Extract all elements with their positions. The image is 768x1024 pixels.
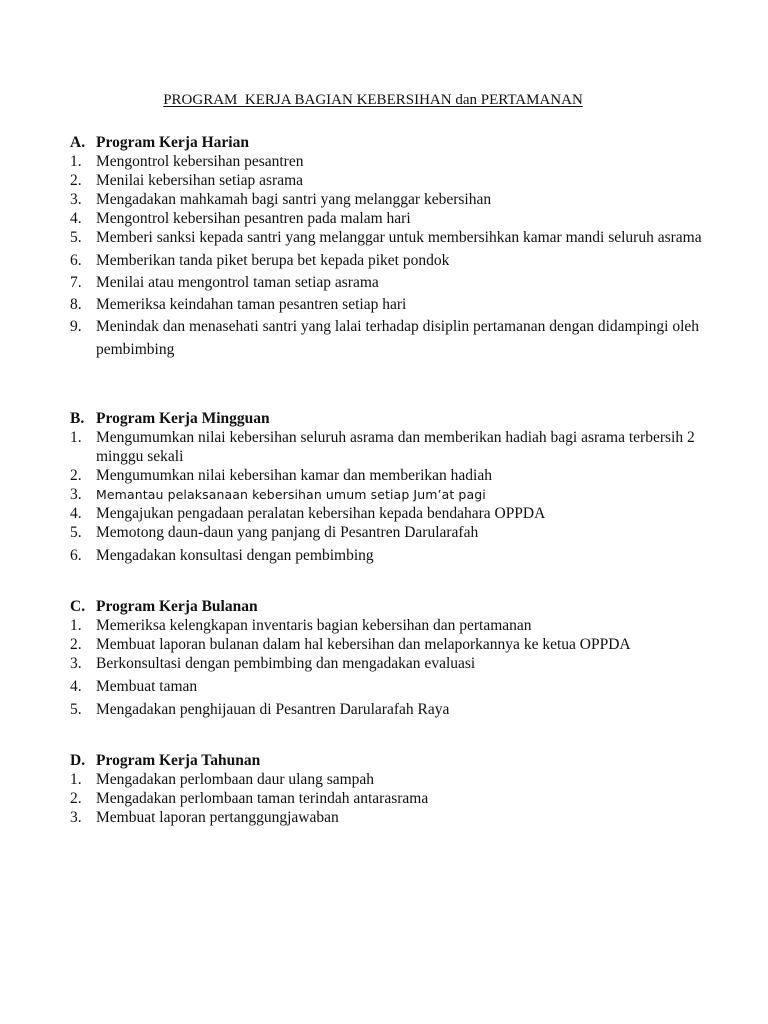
item-text: Menilai atau mengontrol taman setiap asrama [96,274,379,291]
item-number: 5. [70,524,82,541]
list-item [70,654,710,673]
item-text: Mengadakan mahkamah bagi santri yang melanggar kebersihan [96,191,492,208]
item-text: Mengontrol kebersihan pesantren [96,153,304,170]
item-text: Memeriksa keindahan taman pesantren setiap hari [96,296,407,313]
list-item [70,789,710,808]
section-tahunan [70,751,710,827]
item-text: Mengadakan perlombaan taman terindah antarasrama [96,790,429,807]
list-item [70,485,710,504]
item-number: 5. [70,701,82,718]
section-title: Program Kerja Mingguan [96,410,270,427]
item-number: 6. [70,547,82,564]
item-number: 4. [70,505,82,522]
section-bulanan [70,597,710,719]
item-number: 9. [70,318,82,335]
list-item [70,700,710,719]
section-letter: D. [70,752,86,769]
item-text: Mengontrol kebersihan pesantren pada malam hari [96,210,411,227]
list-item [70,770,710,789]
item-text: Mengadakan perlombaan daur ulang sampah [96,771,375,788]
section-harian [70,133,710,361]
item-number: 1. [70,617,82,634]
list-item [70,295,710,314]
item-text: Mengumumkan nilai kebersihan kamar dan memberikan hadiah [96,467,492,484]
item-number: 4. [70,678,82,695]
section-title: Program Kerja Bulanan [96,598,258,615]
section-mingguan [70,409,710,565]
item-text: Mengadakan penghijauan di Pesantren Darularafah Raya [96,701,450,718]
section-heading [70,133,710,152]
list-item [70,428,710,466]
item-number: 2. [70,467,82,484]
section-title: Program Kerja Harian [96,134,249,151]
section-letter: A. [70,134,86,151]
item-text: Membuat laporan pertanggungjawaban [96,809,339,826]
section-title: Program Kerja Tahunan [96,752,261,769]
item-text: Mengajukan pengadaan peralatan kebersihan kepada bendahara OPPDA [96,505,546,522]
list-item [70,228,710,247]
item-number: 3. [70,809,82,826]
item-text: Membuat laporan bulanan dalam hal kebersihan dan melaporkannya ke ketua OPPDA [96,636,631,653]
item-number: 6. [70,252,82,269]
list-item [70,808,710,827]
item-text: Memotong daun-daun yang panjang di Pesantren Darularafah [96,524,479,541]
list-item [70,546,710,565]
item-number: 2. [70,636,82,653]
list-item [70,251,710,270]
item-text: Memberi sanksi kepada santri yang melanggar untuk membersihkan kamar mandi seluruh asrama [96,229,702,246]
item-number: 3. [70,191,82,208]
item-number: 7. [70,274,82,291]
list-item [70,616,710,635]
list-item [70,523,710,542]
section-letter: B. [70,410,85,427]
item-number: 2. [70,172,82,189]
item-text: Menilai kebersihan setiap asrama [96,172,304,189]
item-text: Memantau pelaksanaan kebersihan umum setiap Jum’at pagi [96,487,486,502]
item-number: 3. [70,486,82,503]
item-number: 1. [70,429,82,446]
document-title: PROGRAM KERJA BAGIAN KEBERSIHAN dan PERTAMANAN [163,92,583,108]
item-text: Menindak dan menasehati santri yang lalai terhadap disiplin pertamanan dengan didampingi oleh pembimbing [96,318,700,358]
list-item [70,152,710,171]
item-text: Memeriksa kelengkapan inventaris bagian kebersihan dan pertamanan [96,617,532,634]
list-item [70,504,710,523]
list-item [70,635,710,654]
item-number: 4. [70,210,82,227]
item-number: 3. [70,655,82,672]
list-item [70,209,710,228]
section-heading [70,409,710,428]
list-item [70,171,710,190]
section-letter: C. [70,598,86,615]
section-heading [70,597,710,616]
item-text: Mengumumkan nilai kebersihan seluruh asrama dan memberikan hadiah bagi asrama terbersih 2 minggu sekali [96,429,695,465]
item-number: 1. [70,153,82,170]
item-text: Memberikan tanda piket berupa bet kepada piket pondok [96,252,450,269]
list-item [70,466,710,485]
section-heading [70,751,710,770]
item-number: 2. [70,790,82,807]
item-number: 5. [70,229,82,246]
item-number: 1. [70,771,82,788]
list-item [70,677,710,696]
list-item [70,315,710,361]
list-item [70,190,710,209]
list-item [70,273,710,292]
item-text: Berkonsultasi dengan pembimbing dan mengadakan evaluasi [96,655,476,672]
item-text: Mengadakan konsultasi dengan pembimbing [96,547,374,564]
item-text: Membuat taman [96,678,198,695]
item-number: 8. [70,296,82,313]
